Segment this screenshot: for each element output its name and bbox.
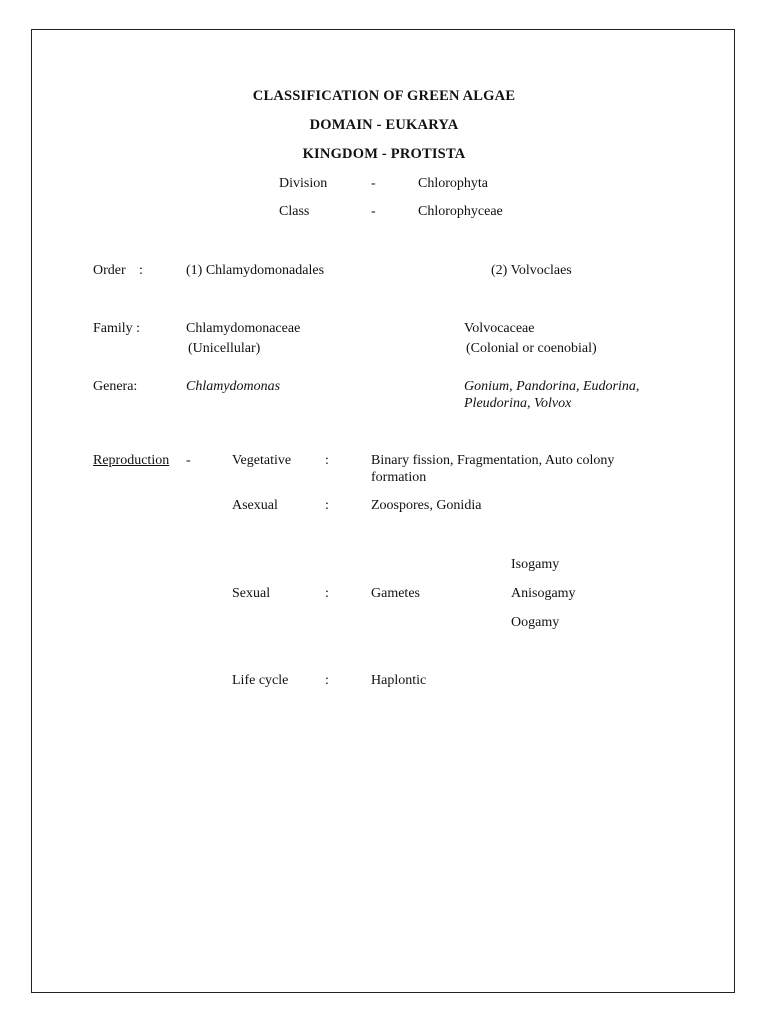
- division-value: Chlorophyta: [418, 176, 488, 191]
- asexual-value: Zoospores, Gonidia: [371, 498, 482, 513]
- genera-label: Genera:: [93, 379, 138, 394]
- vegetative-value-line2: formation: [371, 470, 427, 485]
- sexual-separator: :: [325, 586, 329, 601]
- family-second-note: (Colonial or coenobial): [466, 341, 597, 356]
- genera-second-line2: Pleudorina, Volvox: [464, 396, 572, 411]
- asexual-separator: :: [325, 498, 329, 513]
- life-cycle-value: Haplontic: [371, 673, 427, 688]
- reproduction-label: Reproduction: [93, 453, 170, 468]
- family-first: Chlamydomonaceae: [186, 321, 301, 336]
- class-separator: -: [371, 204, 376, 219]
- asexual-label: Asexual: [232, 498, 278, 513]
- sexual-type-oogamy: Oogamy: [511, 615, 560, 630]
- sexual-type-isogamy: Isogamy: [511, 557, 560, 572]
- genera-first: Chlamydomonas: [186, 379, 281, 394]
- order-first: (1) Chlamydomonadales: [186, 263, 325, 278]
- class-label: Class: [279, 204, 310, 219]
- sexual-value: Gametes: [371, 586, 420, 601]
- order-label: Order: [93, 263, 126, 278]
- document-title: CLASSIFICATION OF GREEN ALGAE: [252, 88, 516, 104]
- sexual-type-anisogamy: Anisogamy: [511, 586, 576, 601]
- order-second: (2) Volvoclaes: [491, 263, 572, 278]
- vegetative-label: Vegetative: [232, 453, 292, 468]
- domain-heading: DOMAIN - EUKARYA: [309, 117, 459, 133]
- vegetative-value-line1: Binary fission, Fragmentation, Auto colony: [371, 453, 615, 468]
- division-separator: -: [371, 176, 376, 191]
- order-separator: :: [139, 263, 143, 278]
- life-cycle-label: Life cycle: [232, 673, 289, 688]
- reproduction-separator: -: [186, 453, 191, 468]
- vegetative-separator: :: [325, 453, 329, 468]
- sexual-label: Sexual: [232, 586, 271, 601]
- family-second: Volvocaceae: [464, 321, 535, 336]
- genera-second-line1: Gonium, Pandorina, Eudorina,: [464, 379, 640, 394]
- kingdom-heading: KINGDOM - PROTISTA: [302, 146, 466, 162]
- family-first-note: (Unicellular): [188, 341, 261, 356]
- division-label: Division: [279, 176, 328, 191]
- life-cycle-separator: :: [325, 673, 329, 688]
- class-value: Chlorophyceae: [418, 204, 503, 219]
- family-label: Family :: [93, 321, 141, 336]
